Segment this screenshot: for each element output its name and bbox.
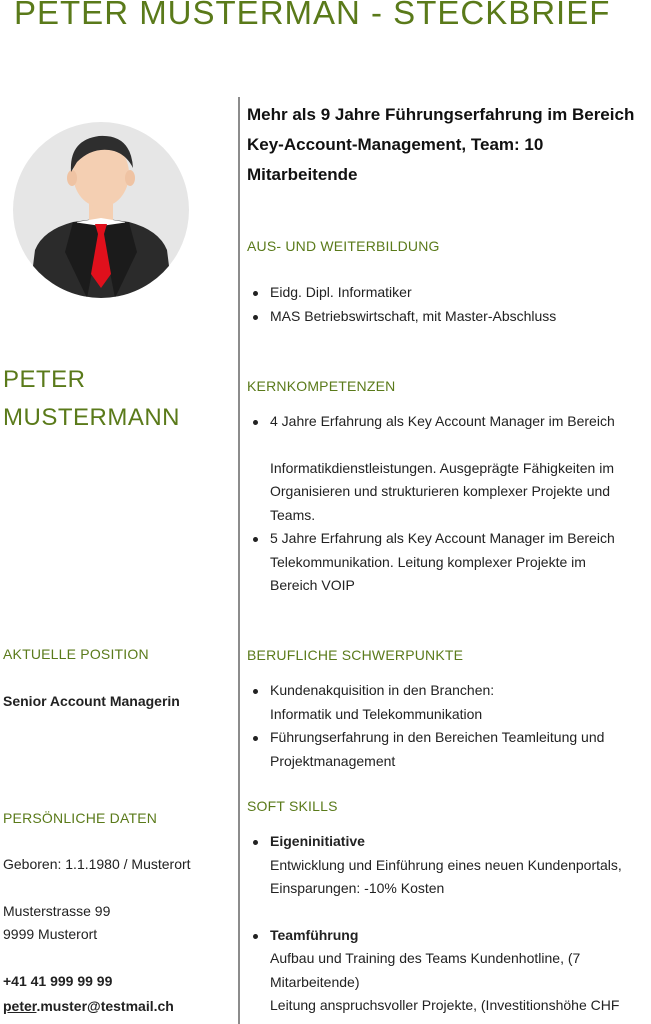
focus-heading: BERUFLICHE SCHWERPUNKTE [247, 647, 464, 663]
soft-skills-list [247, 830, 647, 1018]
person-name [3, 361, 180, 437]
person-icon [13, 122, 189, 298]
person-first-name: PETER [3, 366, 86, 393]
email-domain: .muster@testmail.ch [36, 998, 174, 1014]
list-item: Teamführung Aufbau und Training des Teams Kundenhotline, (7 Mitarbeitende) Leitung anspruchsvoller Projekte, (Investitionshöhe CHF [247, 924, 647, 1018]
focus-list [247, 679, 647, 773]
address-city: 9999 Musterort [3, 926, 98, 942]
personal-data-heading: PERSÖNLICHE DATEN [3, 810, 158, 826]
person-last-name: MUSTERMANN [3, 404, 180, 431]
current-position-value: Senior Account Managerin [3, 693, 180, 709]
education-heading: AUS- UND WEITERBILDUNG [247, 238, 440, 254]
competencies-list [247, 410, 647, 598]
avatar [13, 122, 189, 298]
list-item: Führungserfahrung in den Bereichen Teamleitung und Projektmanagement [247, 726, 647, 773]
email-user: peter [3, 998, 37, 1014]
list-item: Eigeninitiative Entwicklung und Einführung eines neuen Kundenportals, Einsparungen: -10% Kosten [247, 830, 647, 924]
document-title: PETER MUSTERMAN - STECKBRIEF [14, 0, 611, 31]
list-item: 5 Jahre Erfahrung als Key Account Manager im Bereich Telekommunikation. Leitung komplexer Projekte im Bereich VOIP [247, 527, 647, 598]
column-divider [238, 97, 240, 1024]
list-item: Kundenakquisition in den Branchen: Informatik und Telekommunikation [247, 679, 647, 726]
soft-skills-heading: SOFT SKILLS [247, 798, 338, 814]
list-item: Eidg. Dipl. Informatiker [247, 281, 647, 305]
education-list [247, 281, 647, 328]
list-item: MAS Betriebswirtschaft, mit Master-Abschluss [247, 305, 647, 329]
list-item: 4 Jahre Erfahrung als Key Account Manager im Bereich Informatikdienstleistungen. Ausgeprägte Fähigkeiten im Organisieren und strukturieren komplexer Projekte und Teams. [247, 410, 647, 527]
phone-number: +41 41 999 99 99 [3, 973, 113, 989]
competencies-heading: KERNKOMPETENZEN [247, 378, 396, 394]
current-position-heading: AKTUELLE POSITION [3, 646, 149, 662]
email-address[interactable] [3, 995, 174, 1018]
birth-info: Geboren: 1.1.1980 / Musterort [3, 856, 191, 872]
address-street: Musterstrasse 99 [3, 903, 111, 919]
summary-headline: Mehr als 9 Jahre Führungserfahrung im Bereich Key-Account-Management, Team: 10 Mitarbeitende [247, 105, 635, 184]
